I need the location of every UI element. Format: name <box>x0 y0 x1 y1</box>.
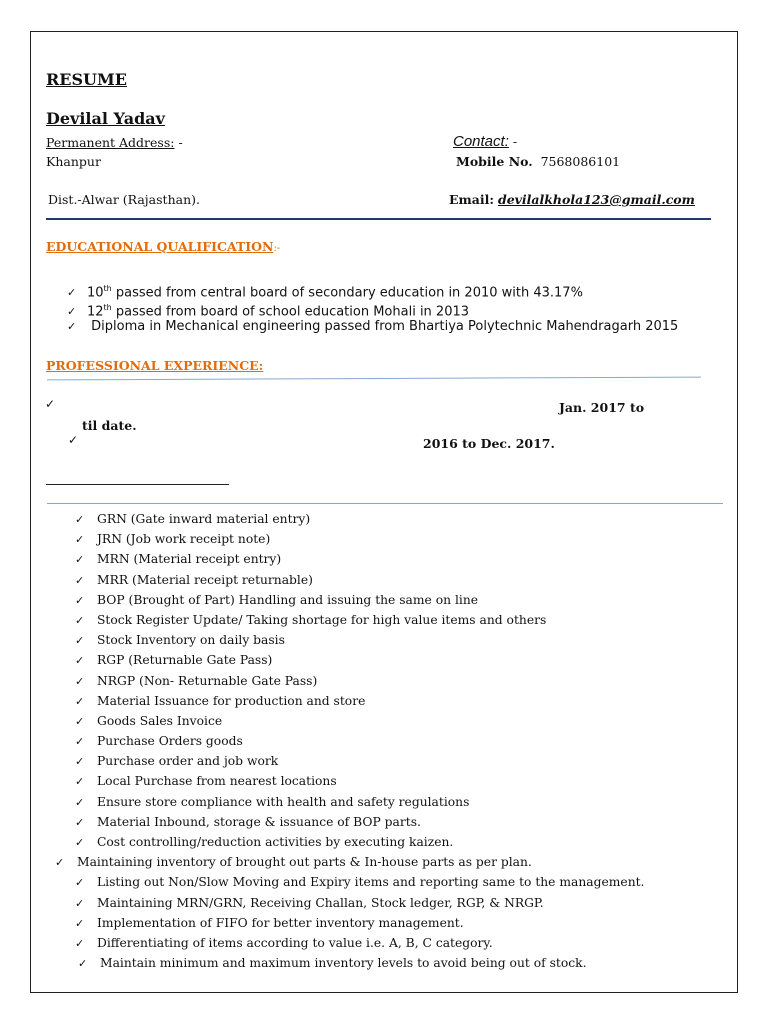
list-item: ✓ Implementation of FIFO for better inventory management. <box>75 913 644 933</box>
check-icon: ✓ <box>75 613 85 627</box>
check-icon: ✓ <box>75 513 85 526</box>
list-item: ✓ Differentiating of items according to value i.e. A, B, C category. <box>75 933 644 953</box>
list-item: ✓ JRN (Job work receipt note) <box>75 529 644 549</box>
list-item: ✓ GRN (Gate inward material entry) <box>75 509 644 529</box>
check-icon: ✓ <box>75 735 85 749</box>
check-icon: ✓ <box>78 957 88 971</box>
address-label: Permanent Address: <box>46 135 175 150</box>
check-icon: ✓ <box>75 674 85 688</box>
list-item: ✓ Stock Inventory on daily basis <box>75 630 644 650</box>
experience-1-date: Jan. 2017 to <box>559 400 645 415</box>
check-icon: ✓ <box>67 305 77 319</box>
duties-divider <box>47 503 723 504</box>
email-label: Email: <box>449 192 494 207</box>
experience-heading: PROFESSIONAL EXPERIENCE: <box>46 358 264 373</box>
experience-divider <box>47 377 701 381</box>
check-icon: ✓ <box>75 936 85 950</box>
address-label-row <box>46 135 183 150</box>
list-item: ✓ MRR (Material receipt returnable) <box>75 570 644 590</box>
check-icon: ✓ <box>75 876 85 890</box>
list-item: ✓ Purchase order and job work <box>75 751 644 771</box>
list-item: ✓ RGP (Returnable Gate Pass) <box>75 650 644 670</box>
check-icon: ✓ <box>75 795 85 809</box>
email-link[interactable]: devilalkhola123@gmail.com <box>497 192 695 207</box>
list-item: ✓ Ensure store compliance with health and safety regulations <box>75 792 644 812</box>
duties-list <box>55 509 645 973</box>
check-icon: ✓ <box>75 714 85 728</box>
contact-label-row <box>453 132 517 150</box>
check-icon: ✓ <box>75 654 85 668</box>
resume-page <box>30 31 738 993</box>
education-heading: EDUCATIONAL QUALIFICATION <box>46 239 274 254</box>
list-item: ✓ Material Inbound, storage & issuance of BOP parts. <box>75 812 644 832</box>
experience-2-date: 2016 to Dec. 2017. <box>423 436 555 451</box>
list-item: ✓ Maintaining inventory of brought out parts & In-house parts as per plan. <box>55 852 644 872</box>
email-row <box>449 192 695 207</box>
check-icon: ✓ <box>67 320 77 333</box>
contact-label-suffix: - <box>508 134 518 149</box>
resume-title: RESUME <box>46 70 127 89</box>
list-item: ✓ Maintaining MRN/GRN, Receiving Challan, Stock ledger, RGP, & NRGP. <box>75 893 644 913</box>
address-label-suffix: - <box>174 135 183 150</box>
list-item: ✓ Maintain minimum and maximum inventory levels to avoid being out of stock. <box>78 953 644 973</box>
short-divider <box>46 484 229 485</box>
check-icon: ✓ <box>75 775 85 789</box>
address-line-2: Dist.-Alwar (Rajasthan). <box>48 192 200 207</box>
contact-label: Contact: <box>453 133 509 150</box>
education-list <box>67 279 678 336</box>
check-icon: ✓ <box>75 755 85 769</box>
check-icon: ✓ <box>75 593 85 607</box>
list-item: ✓ Material Issuance for production and store <box>75 691 644 711</box>
check-icon: ✓ <box>55 856 65 870</box>
list-item: ✓ NRGP (Non- Returnable Gate Pass) <box>75 671 644 691</box>
mobile-value: 7568086101 <box>540 154 621 169</box>
check-icon: ✓ <box>67 286 77 300</box>
list-item: ✓ MRN (Material receipt entry) <box>75 549 644 569</box>
candidate-name: Devilal Yadav <box>46 109 165 128</box>
list-item: ✓ Goods Sales Invoice <box>75 711 644 731</box>
education-heading-row <box>46 236 280 255</box>
check-icon: ✓ <box>75 533 85 547</box>
check-icon: ✓ <box>75 634 85 648</box>
list-item: ✓ BOP (Brought of Part) Handling and issuing the same on line <box>75 590 644 610</box>
education-heading-suffix: :- <box>273 243 281 254</box>
header-divider <box>46 218 711 220</box>
list-item: ✓ 12th passed from board of school education Mohali in 2013 <box>67 303 470 320</box>
check-icon: ✓ <box>75 573 85 587</box>
check-icon: ✓ <box>75 815 85 829</box>
check-icon: ✓ <box>45 397 56 411</box>
list-item: ✓ Local Purchase from nearest locations <box>75 771 644 791</box>
check-icon: ✓ <box>75 553 85 567</box>
check-icon: ✓ <box>68 433 79 447</box>
list-item: ✓ Cost controlling/reduction activities by executing kaizen. <box>75 832 644 852</box>
list-item: ✓ Diploma in Mechanical engineering passed from Bhartiya Polytechnic Mahendragarh 2015 <box>67 319 679 334</box>
check-icon: ✓ <box>75 694 85 708</box>
list-item: ✓ 10th passed from central board of secondary education in 2010 with 43.17% <box>67 284 583 301</box>
address-line-1: Khanpur <box>46 154 101 169</box>
check-icon: ✓ <box>75 896 85 910</box>
experience-1-date-cont: til date. <box>82 418 137 433</box>
experience-heading-row <box>46 355 263 374</box>
check-icon: ✓ <box>75 916 85 930</box>
mobile-row <box>456 154 620 169</box>
list-item: ✓ Listing out Non/Slow Moving and Expiry items and reporting same to the management. <box>75 872 644 892</box>
check-icon: ✓ <box>75 836 85 849</box>
mobile-label: Mobile No. <box>456 154 533 169</box>
list-item: ✓ Stock Register Update/ Taking shortage for high value items and others <box>75 610 644 630</box>
list-item: ✓ Purchase Orders goods <box>75 731 644 751</box>
